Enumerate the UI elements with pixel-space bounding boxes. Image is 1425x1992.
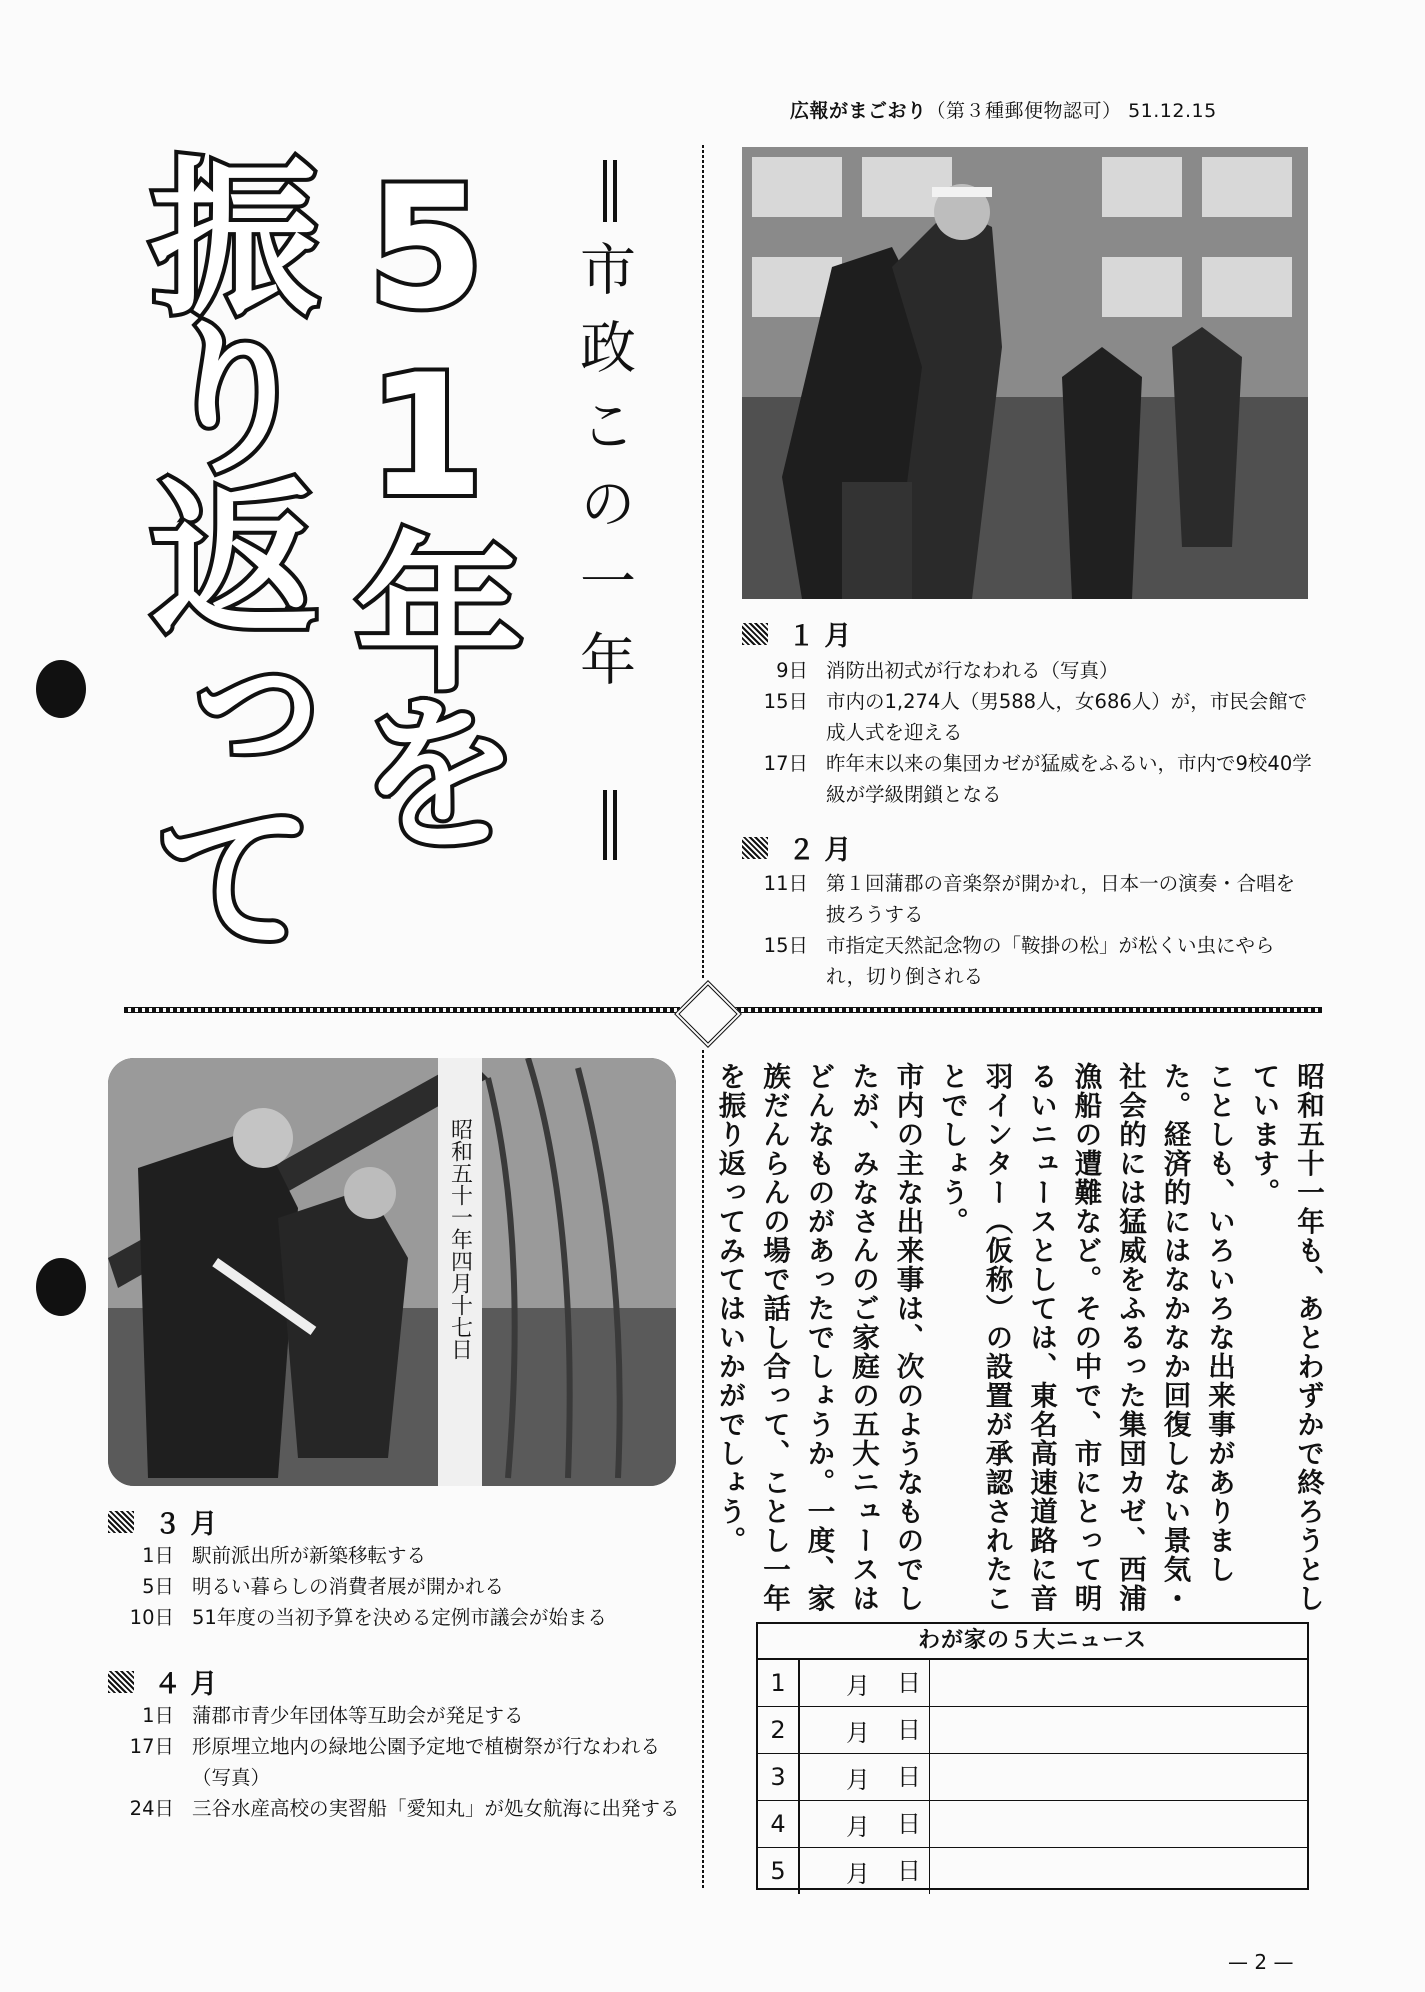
hatch-icon xyxy=(742,623,768,645)
month-label: ２ 月 xyxy=(788,835,852,866)
event-day: 9日 xyxy=(776,659,808,682)
event-text: 第１回蒲郡の音楽祭が開かれ，日本一の演奏・合唱を披ろうする xyxy=(826,872,1296,926)
hatch-icon xyxy=(742,837,768,859)
news-row[interactable] xyxy=(758,1754,1307,1801)
event-day: 1日 xyxy=(142,1544,174,1567)
events-jan xyxy=(742,655,1312,810)
fire-ceremony-photo xyxy=(742,147,1308,599)
intro-paragraph: 昭和五十一年も、あとわずかで終ろうとしています。 xyxy=(1247,1062,1324,1613)
event-item xyxy=(742,868,1312,930)
event-day: 1日 xyxy=(142,1704,174,1727)
subtitle: 市政この一年 xyxy=(571,240,636,708)
event-day: 24日 xyxy=(129,1797,174,1820)
event-text: 市指定天然記念物の「鞍掛の松」が松くい虫にやられ，切り倒される xyxy=(826,934,1275,988)
event-day: 5日 xyxy=(142,1575,174,1598)
month-heading-mar xyxy=(108,1502,217,1541)
event-item xyxy=(108,1540,680,1571)
event-day: 17日 xyxy=(763,752,808,775)
subtitle-bar-top-left xyxy=(603,160,607,222)
news-row-month: 月 xyxy=(846,1671,870,1700)
publication-header xyxy=(790,96,1217,123)
event-day: 17日 xyxy=(129,1735,174,1758)
tree-planting-photo xyxy=(108,1058,676,1486)
news-row-number: 2 xyxy=(758,1707,800,1753)
month-label: １ 月 xyxy=(788,621,852,652)
news-row-day: 日 xyxy=(870,1707,930,1753)
news-row-day: 日 xyxy=(870,1848,930,1894)
subtitle-bar-bottom-left xyxy=(603,790,607,860)
punch-hole-top xyxy=(36,660,86,718)
events-mar xyxy=(108,1540,680,1633)
event-day: 15日 xyxy=(763,690,808,713)
news-table-title: わが家の５大ニュース xyxy=(758,1624,1307,1660)
month-heading-jan xyxy=(742,614,851,653)
horizontal-divider-left xyxy=(124,1007,680,1013)
center-ornament xyxy=(674,980,742,1048)
event-item xyxy=(742,930,1312,992)
news-row[interactable] xyxy=(758,1848,1307,1894)
event-item xyxy=(108,1731,680,1793)
publication-name: 広報がまごおり xyxy=(790,100,927,122)
events-apr xyxy=(108,1700,680,1824)
event-text: 明るい暮らしの消費者展が開かれる xyxy=(192,1575,505,1598)
event-item xyxy=(108,1602,680,1633)
event-text: 51年度の当初予算を決める定例市議会が始まる xyxy=(192,1606,607,1629)
news-row[interactable] xyxy=(758,1707,1307,1754)
news-row-month: 月 xyxy=(846,1859,870,1888)
subtitle-bar-top-right xyxy=(613,160,617,222)
punch-hole-bottom xyxy=(36,1258,86,1316)
events-feb xyxy=(742,868,1312,992)
event-text: 消防出初式が行なわれる（写真） xyxy=(826,659,1119,682)
event-text: 市内の1,274人（男588人，女686人）が，市民会館で成人式を迎える xyxy=(826,690,1308,744)
planting-post-text: 昭和五十一年四月十七日 xyxy=(447,1118,473,1360)
news-row-month: 月 xyxy=(846,1718,870,1747)
issue-date: 51.12.15 xyxy=(1128,100,1217,122)
news-row-month: 月 xyxy=(846,1765,870,1794)
intro-paragraph: 市内の主な出来事は、次のようなものでしたが、みなさんのご家庭の五大ニュースはどんなものがあったでしょうか。一度、家族だんらんの場で話し合って、ことし一年を振り返ってみてはいかがでしょう。 xyxy=(713,1062,924,1613)
title-column-2: 振り返って xyxy=(123,150,319,950)
vertical-divider-bottom xyxy=(702,1050,704,1890)
news-row-number: 1 xyxy=(758,1660,800,1706)
month-heading-apr xyxy=(108,1662,217,1701)
event-text: 昨年末以来の集団カゼが猛威をふるい，市内で9校40学級が学級閉鎖となる xyxy=(826,752,1312,806)
news-row-month: 月 xyxy=(846,1812,870,1841)
intro-text xyxy=(713,1062,1330,1622)
event-text: 駅前派出所が新築移転する xyxy=(192,1544,427,1567)
event-text: 三谷水産高校の実習船「愛知丸」が処女航海に出発する xyxy=(192,1797,680,1820)
month-label: ４ 月 xyxy=(154,1669,218,1700)
event-text: 蒲郡市青少年団体等互助会が発足する xyxy=(192,1704,524,1727)
news-row-number: 5 xyxy=(758,1848,800,1894)
event-item xyxy=(108,1571,680,1602)
event-day: 15日 xyxy=(763,934,808,957)
event-item xyxy=(742,748,1312,810)
event-item xyxy=(108,1700,680,1731)
vertical-divider-top xyxy=(702,145,704,980)
title-column-1: 51年を xyxy=(328,150,524,846)
event-day: 10日 xyxy=(129,1606,174,1629)
event-text: 形原埋立地内の緑地公園予定地で植樹祭が行なわれる（写真） xyxy=(192,1735,661,1789)
news-row[interactable] xyxy=(758,1660,1307,1707)
mail-note: （第３種郵便物認可） xyxy=(926,100,1122,122)
tree-planting-illustration xyxy=(108,1058,676,1486)
month-heading-feb xyxy=(742,828,851,867)
news-row-number: 3 xyxy=(758,1754,800,1800)
hatch-icon xyxy=(108,1511,134,1533)
event-day: 11日 xyxy=(763,872,808,895)
intro-paragraph: ことしも、いろいろな出来事がありました。経済的にはなかなか回復しない景気・社会的には猛威をふるった集団カゼ、西浦漁船の遭難など。その中で、市にとって明るいニュースとしては、東名高速道路に音羽インター（仮称）の設置が承認されたことでしょう。 xyxy=(936,1062,1235,1613)
family-news-table xyxy=(756,1622,1309,1890)
month-label: ３ 月 xyxy=(154,1509,218,1540)
event-item xyxy=(108,1793,680,1824)
news-row-day: 日 xyxy=(870,1754,930,1800)
hatch-icon xyxy=(108,1671,134,1693)
event-item xyxy=(742,655,1312,686)
fire-ceremony-illustration xyxy=(742,147,1308,599)
page-number: — 2 — xyxy=(1228,1950,1294,1974)
horizontal-divider-right xyxy=(730,1007,1322,1013)
event-item xyxy=(742,686,1312,748)
news-row-day: 日 xyxy=(870,1801,930,1847)
news-row-number: 4 xyxy=(758,1801,800,1847)
subtitle-bar-bottom-right xyxy=(613,790,617,860)
news-row-day: 日 xyxy=(870,1660,930,1706)
news-row[interactable] xyxy=(758,1801,1307,1848)
